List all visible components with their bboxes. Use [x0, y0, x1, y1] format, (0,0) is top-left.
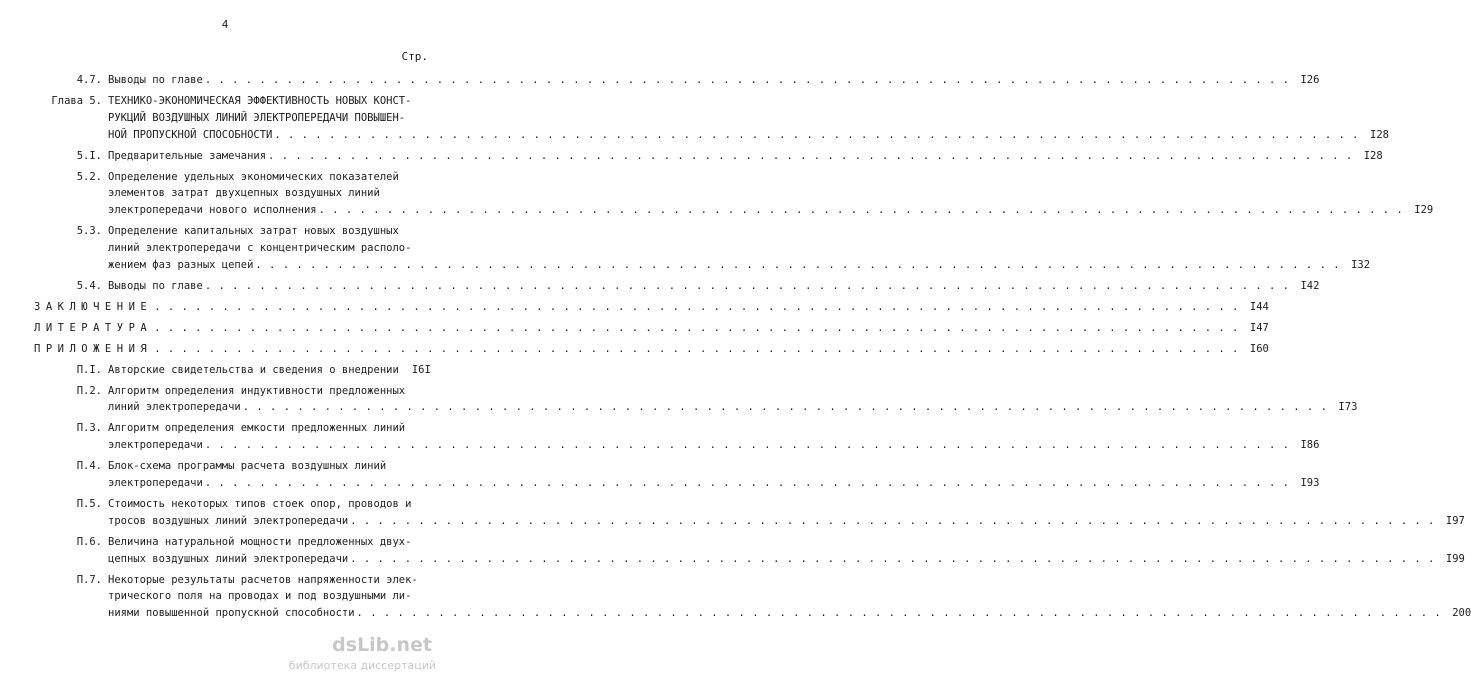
toc-entry-title-line: Величина натуральной мощности предложенных двух-	[108, 535, 412, 548]
toc-entry-number: 5.4.	[76, 279, 102, 292]
toc-entry-title-line: цепных воздушных линий электропередачи	[108, 552, 349, 565]
toc-entry	[34, 572, 1471, 622]
toc-entry-title-line: Алгоритм определения емкости предложенных линий	[108, 422, 406, 435]
toc-entry	[34, 341, 1269, 358]
toc-entry-title-line: элементов затрат двухцепных воздушных линий	[108, 187, 380, 200]
dot-leader: . . . . . . . . . . . . . . . . . . . . . . . . . . . . . . . . . . . . . . . . . . . . . . . . . . . . . . . . . . . . . . . . . . . . . . . . . . . . . . . .	[268, 149, 1353, 162]
toc-entry	[34, 458, 1320, 492]
toc-entry-title-line: ТЕХНИКО-ЭКОНОМИЧЕСКАЯ ЭФФЕКТИВНОСТЬ НОВЫХ КОНСТ-	[108, 94, 412, 107]
toc-entry-page: I44	[1249, 300, 1269, 313]
toc-entry-title-line: Некоторые результаты расчетов напряженности элек-	[108, 573, 418, 586]
watermark-text: библиотека диссертаций	[288, 659, 436, 672]
toc-entry-number: П.7.	[76, 573, 102, 586]
toc-entry-title-line: Блок-схема программы расчета воздушных линий	[108, 460, 387, 473]
watermark-logo: dsLib.net	[332, 634, 432, 656]
toc-entry-title-line: ЛИТЕРАТУРА	[34, 321, 153, 334]
toc-entry-page: I26	[1300, 74, 1320, 86]
toc-entry	[34, 278, 1320, 295]
toc-entry-page: I47	[1249, 321, 1269, 334]
page-column-label: Стр.	[401, 50, 428, 63]
dot-leader: . . . . . . . . . . . . . . . . . . . . . . . . . . . . . . . . . . . . . . . . . . . . . . . . . . . . . . . . . . . . . . . . . . . . . . . . . . . . . . . .	[350, 514, 1435, 527]
toc-entry-page: I42	[1300, 279, 1320, 292]
toc-entry	[34, 169, 1434, 219]
toc-entry-title-line: НОЙ ПРОПУСКНОЙ СПОСОБНОСТИ	[108, 128, 273, 141]
toc-entry-title-line: жением фаз разных цепей	[108, 258, 254, 271]
toc-entry-number: 4.7.	[76, 74, 102, 86]
dot-leader: . . . . . . . . . . . . . . . . . . . . . . . . . . . . . . . . . . . . . . . . . . . . . . . . . . . . . . . . . . . . . . . . . . . . . . . . . . . . . . . .	[274, 128, 1359, 141]
toc-entry	[34, 496, 1465, 530]
toc-entry-number: П.З.	[76, 422, 102, 435]
toc-entry	[34, 299, 1269, 316]
toc-entry-title-line: Определение капитальных затрат новых воздушных	[108, 225, 399, 238]
toc-entry-number: Глава 5.	[51, 94, 102, 107]
dot-leader: . . . . . . . . . . . . . . . . . . . . . . . . . . . . . . . . . . . . . . . . . . . . . . . . . . . . . . . . . . . . . . . . . . . . . . . . . . . . . . . .	[350, 552, 1435, 565]
toc-entry-number: П.2.	[76, 384, 102, 397]
toc-entry-page: I99	[1445, 552, 1465, 565]
dot-leader: . . . . . . . . . . . . . . . . . . . . . . . . . . . . . . . . . . . . . . . . . . . . . . . . . . . . . . . . . . . . . . . . . . . . . . . . . . . . . . . .	[255, 258, 1341, 271]
toc-entry	[34, 93, 1389, 143]
dot-leader: . . . . . . . . . . . . . . . . . . . . . . . . . . . . . . . . . . . . . . . . . . . . . . . . . . . . . . . . . . . . . . . . . . . . . . . . . . . . . . . .	[356, 607, 1442, 620]
toc-entry-title-line: электропередачи нового исполнения	[108, 204, 317, 217]
page-number: 4	[221, 18, 229, 31]
toc-entry	[34, 534, 1465, 568]
toc-entry-number: П.6.	[76, 535, 102, 548]
toc-entry-number: 5.I.	[76, 149, 102, 162]
toc-entry-page: I97	[1445, 514, 1465, 527]
toc-entry-title-line: Алгоритм определения индуктивности предложенных	[108, 384, 406, 397]
toc-entry-page: I28	[1363, 149, 1383, 162]
dot-leader: . . . . . . . . . . . . . . . . . . . . . . . . . . . . . . . . . . . . . . . . . . . . . . . . . . . . . . . . . . . . . . . . . . . . . . . . . . . . . . . .	[154, 321, 1239, 334]
toc-entry-title-line: ЗАКЛЮЧЕНИЕ	[34, 300, 153, 313]
toc-entry-page: I28	[1370, 128, 1389, 141]
toc-entry-page: I86	[1300, 439, 1320, 452]
toc-entry-title-line: электропередачи	[108, 439, 203, 452]
dot-leader: . . . . . . . . . . . . . . . . . . . . . . . . . . . . . . . . . . . . . . . . . . . . . . . . . . . . . . . . . . . . . . . . . . . . . . . . . . . . . . . .	[318, 204, 1404, 217]
dot-leader: . . . . . . . . . . . . . . . . . . . . . . . . . . . . . . . . . . . . . . . . . . . . . . . . . . . . . . . . . . . . . . . . . . . . . . . . . . . . . . . .	[242, 401, 1328, 414]
toc-entry-title-line: трического поля на проводах и под воздушными ли-	[108, 590, 412, 603]
toc-entry-title-line: Предварительные замечания	[108, 149, 267, 162]
toc-entry-title-line: ниями повышенной пропускной способности	[108, 607, 355, 620]
toc-entry	[34, 72, 1320, 89]
toc-entry-number: 5.3.	[76, 225, 102, 238]
toc-entry-title-line: Авторские свидетельства и сведения о внедрении	[108, 363, 399, 376]
toc-entry-title-line: линий электропередачи	[108, 401, 241, 414]
toc-entry-title-line: линий электропередачи с концентрическим располо-	[108, 241, 412, 254]
dot-leader: . . . . . . . . . . . . . . . . . . . . . . . . . . . . . . . . . . . . . . . . . . . . . . . . . . . . . . . . . . . . . . . . . . . . . . . . . . . . . . . .	[154, 342, 1239, 355]
toc-entry	[34, 223, 1371, 273]
toc-entry-page: I60	[1249, 342, 1269, 355]
toc-entry-page: I29	[1414, 204, 1434, 217]
toc-entry-title-line: Стоимость некоторых типов стоек опор, проводов и	[108, 497, 412, 510]
toc-entry-number: П.I.	[76, 363, 102, 376]
toc-entry-number: П.5.	[76, 497, 102, 510]
toc-entry-title-line: тросов воздушных линий электропередачи	[108, 514, 349, 527]
dot-leader: . . . . . . . . . . . . . . . . . . . . . . . . . . . . . . . . . . . . . . . . . . . . . . . . . . . . . . . . . . . . . . . . . . . . . . . . . . . . . . . .	[154, 300, 1239, 313]
toc-entry-title-line: РУКЦИЙ ВОЗДУШНЫХ ЛИНИЙ ЭЛЕКТРОПЕРЕДАЧИ ПОВЫШЕН-	[108, 111, 406, 124]
dot-leader: . . . . . . . . . . . . . . . . . . . . . . . . . . . . . . . . . . . . . . . . . . . . . . . . . . . . . . . . . . . . . . . . . . . . . . . . . . . . . . . .	[204, 279, 1290, 292]
toc-entry	[34, 383, 1358, 417]
toc-entry-title-line: Выводы по главе	[108, 279, 203, 292]
toc-entry-title-line: Определение удельных экономических показателей	[108, 170, 399, 183]
toc-entry	[34, 320, 1269, 337]
toc-entry-title-line: ПРИЛОЖЕНИЯ	[34, 342, 153, 355]
toc-entry-page: I6I	[411, 363, 431, 376]
dot-leader: . . . . . . . . . . . . . . . . . . . . . . . . . . . . . . . . . . . . . . . . . . . . . . . . . . . . . . . . . . . . . . . . . . . . . . . . . . . . . . . .	[204, 476, 1290, 489]
toc-entry-page: I73	[1338, 401, 1358, 414]
dot-leader: . . . . . . . . . . . . . . . . . . . . . . . . . . . . . . . . . . . . . . . . . . . . . . . . . . . . . . . . . . . . . . . . . . . . . . . . . . . . . . . .	[204, 439, 1290, 452]
toc-entry-page: I93	[1300, 476, 1320, 489]
toc-entry-page: I32	[1351, 258, 1371, 271]
dot-leader: . . . . . . . . . . . . . . . . . . . . . . . . . . . . . . . . . . . . . . . . . . . . . . . . . . . . . . . . . . . . . . . . . . . . . . . . . . . . . . . .	[204, 74, 1290, 86]
toc-entry	[34, 362, 430, 379]
toc-entry-title-line: Выводы по главе	[108, 74, 203, 86]
toc-entry-page: 200	[1452, 607, 1471, 620]
toc-entry-number: 5.2.	[76, 170, 102, 183]
toc-entry	[34, 148, 1383, 165]
table-of-contents	[34, 72, 1471, 626]
toc-entry	[34, 420, 1320, 454]
toc-entry-number: П.4.	[76, 460, 102, 473]
toc-entry-title-line: электропередачи	[108, 476, 203, 489]
